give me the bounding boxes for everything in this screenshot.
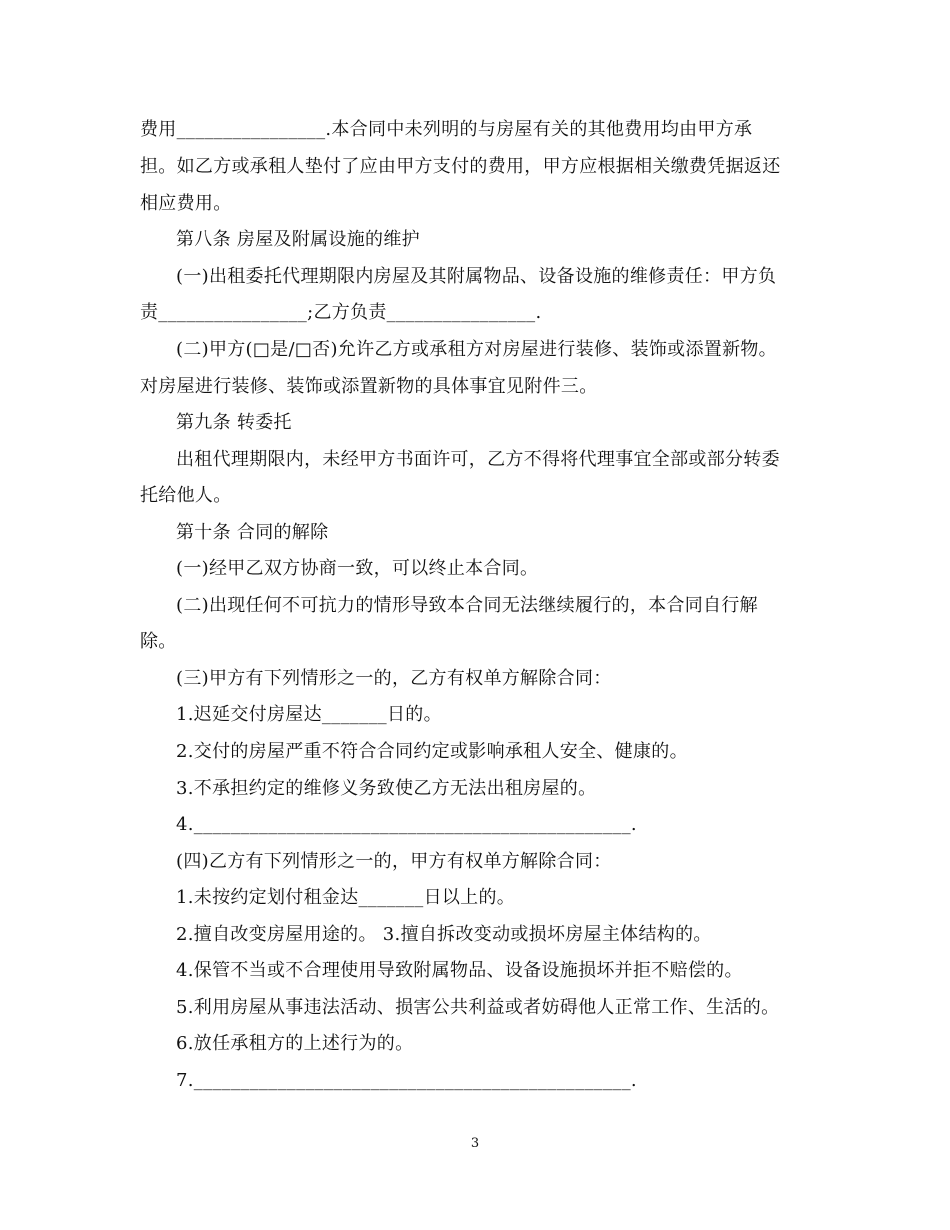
paragraph-line: (一)出租委托代理期限内房屋及其附属物品、设备设施的维修责任：甲方负 xyxy=(176,266,777,287)
page-number: 3 xyxy=(470,1136,480,1151)
list-item: 2.擅自改变房屋用途的。 3.擅自拆改变动或损坏房屋主体结构的。 xyxy=(176,924,712,945)
list-item: 5.利用房屋从事违法活动、损害公共利益或者妨碍他人正常工作、生活的。 xyxy=(176,997,780,1018)
list-item: 3.不承担约定的维修义务致使乙方无法出租房屋的。 xyxy=(176,778,597,799)
section-heading: 第十条 合同的解除 xyxy=(176,522,329,543)
paragraph-line: 费用________________.本合同中未列明的与房屋有关的其他费用均由甲方承 xyxy=(140,119,753,140)
section-heading: 第八条 房屋及附属设施的维护 xyxy=(176,229,420,250)
paragraph-line: 对房屋进行装修、装饰或添置新物的具体事宜见附件三。 xyxy=(140,376,598,397)
paragraph-line: 责________________;乙方负责________________. xyxy=(140,302,542,323)
list-item: 4._______________________________________________. xyxy=(176,814,637,835)
list-item: 2.交付的房屋严重不符合合同约定或影响承租人安全、健康的。 xyxy=(176,741,688,762)
paragraph-line: (二)出现任何不可抗力的情形导致本合同无法继续履行的，本合同自行解 xyxy=(176,595,758,616)
list-item: 6.放任承租方的上述行为的。 xyxy=(176,1033,414,1054)
paragraph-line: 出租代理期限内，未经甲方书面许可，乙方不得将代理事宜全部或部分转委 xyxy=(176,449,780,470)
list-item: 1.迟延交付房屋达_______日的。 xyxy=(176,704,442,725)
paragraph-line: (一)经甲乙双方协商一致，可以终止本合同。 xyxy=(176,558,539,579)
paragraph-line: 担。如乙方或承租人垫付了应由甲方支付的费用，甲方应根据相关缴费凭据返还 xyxy=(140,156,781,177)
list-item: 1.未按约定划付租金达_______日以上的。 xyxy=(176,887,516,908)
paragraph-line: 除。 xyxy=(140,631,177,652)
paragraph-line: (三)甲方有下列情形之一的，乙方有权单方解除合同： xyxy=(176,668,612,689)
list-item: 4.保管不当或不合理使用导致附属物品、设备设施损坏并拒不赔偿的。 xyxy=(176,960,743,981)
paragraph-line: 相应费用。 xyxy=(140,193,232,214)
paragraph-line: (四)乙方有下列情形之一的，甲方有权单方解除合同： xyxy=(176,851,612,872)
list-item: 7._______________________________________________. xyxy=(176,1070,637,1091)
paragraph-line: 托给他人。 xyxy=(140,485,232,506)
section-heading: 第九条 转委托 xyxy=(176,412,292,433)
paragraph-line: (二)甲方(□是/□否)允许乙方或承租方对房屋进行装修、装饰或添置新物。 xyxy=(176,339,777,360)
